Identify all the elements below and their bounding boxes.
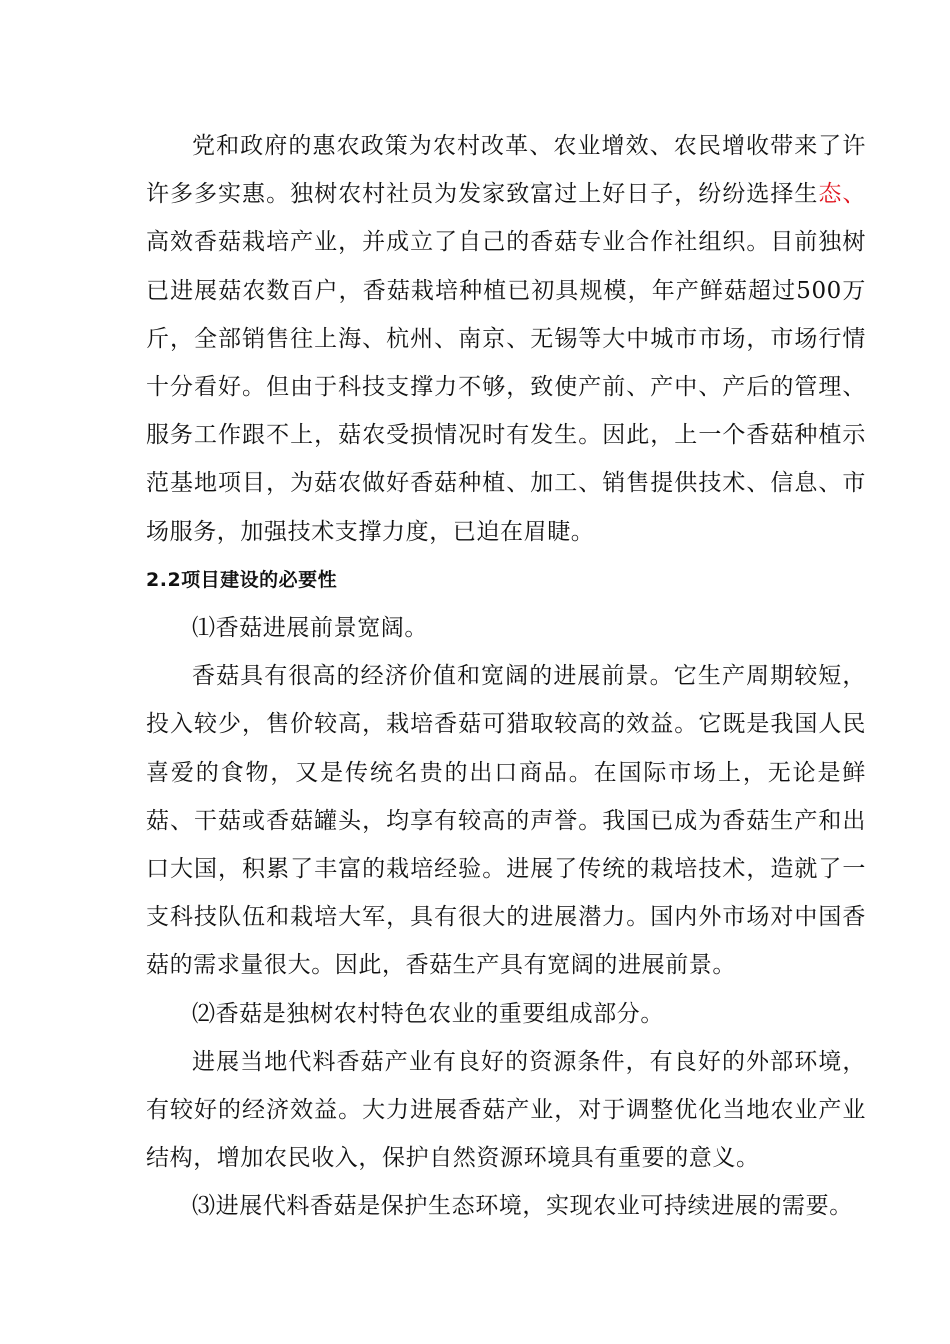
document-page — [146, 122, 866, 1231]
item-1-title: ⑴香菇进展前景宽阔。 — [192, 615, 428, 642]
item-2-body: 进展当地代料香菇产业有良好的资源条件，有良好的外部环境，有较好的经济效益。大力进展香菇产业，对于调整优化当地农业产业结构，增加农民收入，保护自然资源环境具有重要的意义。 — [146, 1048, 866, 1172]
item-2-title: ⑵香菇是独树农村特色农业的重要组成部分。 — [192, 1000, 664, 1027]
paragraph-intro-text-b: 高效香菇栽培产业，并成立了自己的香菇专业合作社组织。目前独树已进展菇农数百户，香菇栽培种植已初具规模，年产鲜菇超过500万斤，全部销售往上海、杭州、南京、无锡等大中城市市场，市场行情十分看好。但由于科技支撑力不够，致使产前、产中、产后的管理、服务工作跟不上，菇农受损情况时有发生。因此，上一个香菇种植示范基地项目，为菇农做好香菇种植、加工、销售提供技术、信息、市场服务，加强技术支撑力度，已迫在眉睫。 — [146, 229, 866, 545]
item-3-title: ⑶进展代料香菇是保护生态环境，实现农业可持续进展的需要。 — [192, 1193, 853, 1220]
section-heading: 2.2项目建设的必要性 — [146, 568, 338, 591]
paragraph-intro-text-a: 党和政府的惠农政策为农村改革、农业增效、农民增收带来了许许多多实惠。独树农村社员为发家致富过上好日子，纷纷选择生 — [146, 133, 866, 208]
item-1-body: 香菇具有很高的经济价值和宽阔的进展前景。它生产周期较短，投入较少，售价较高，栽培香菇可猎取较高的效益。它既是我国人民喜爱的食物，又是传统名贵的出口商品。在国际市场上，无论是鲜菇、干菇或香菇罐头，均享有较高的声誉。我国已成为香菇生产和出口大国，积累了丰富的栽培经验。进展了传统的栽培技术，造就了一支科技队伍和栽培大军，具有很大的进展潜力。国内外市场对中国香菇的需求量很大。因此，香菇生产具有宽阔的进展前景。 — [146, 663, 866, 979]
paragraph-intro — [146, 122, 866, 556]
highlighted-text: 态、 — [818, 181, 866, 208]
